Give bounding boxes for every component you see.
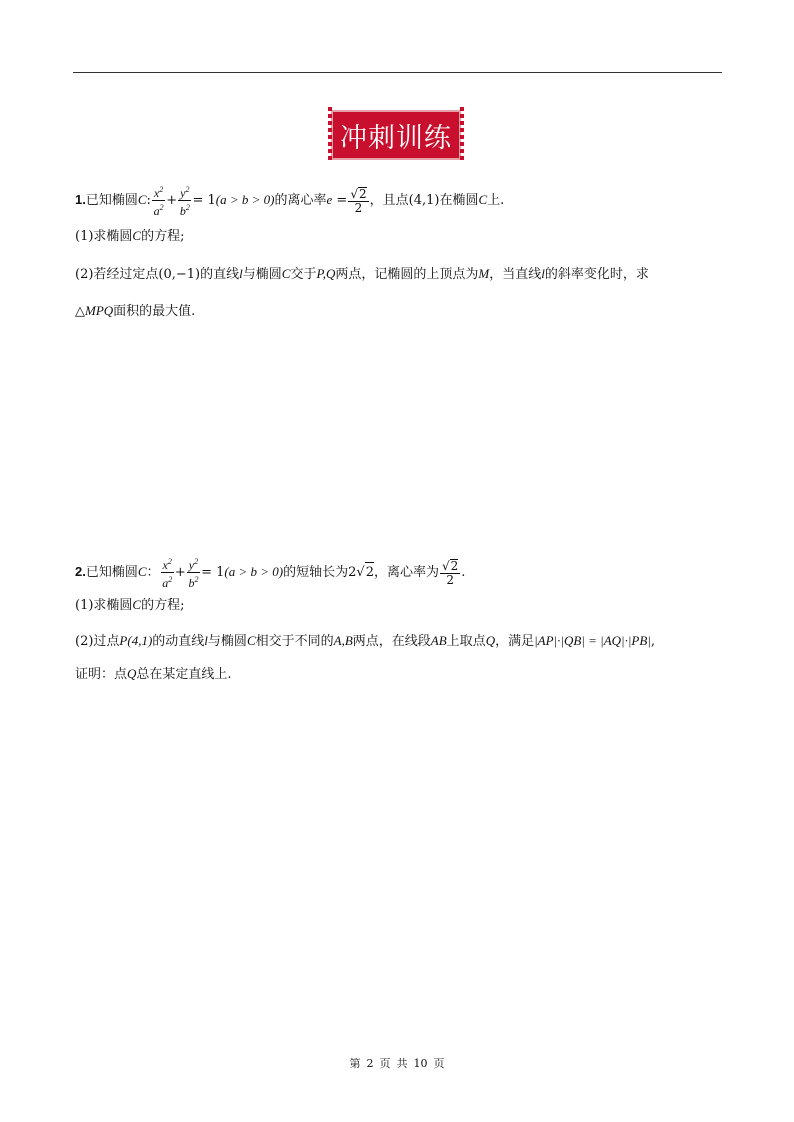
footer-d: 页 <box>433 1057 445 1070</box>
q2-stem: 2.已知椭圆C： $\frac{x^2}{a^2}$ + $\frac{y^2}{b^2}$ = 1(a > b > 0)的短轴长为2√2，离心率为 $\frac{√2}{2}$ . <box>75 557 466 590</box>
q1-p2c: 与椭圆 <box>242 267 282 282</box>
q1-condition: (a > b > 0) <box>215 192 275 207</box>
section-banner <box>331 110 461 160</box>
q2-p2b: 的动直线 <box>152 634 205 649</box>
q2-part1 <box>75 595 184 616</box>
q1-p2f: ，当直线 <box>489 267 542 282</box>
q1-part1-text: (1)求椭圆 <box>75 229 133 244</box>
q1-part1 <box>75 226 184 247</box>
q1-end: 上. <box>487 193 505 208</box>
var-ab-seg: AB <box>430 633 447 648</box>
var-c: C <box>281 266 291 281</box>
var-c: C <box>132 228 142 243</box>
q1-on-text: 在椭圆 <box>439 193 479 208</box>
frac-x2a2: $\frac{x^2}{a^2}$ <box>162 557 173 590</box>
q2-point-p: P(4,1) <box>119 633 153 648</box>
var-l: l <box>541 266 545 281</box>
var-pq: P,Q <box>316 266 336 281</box>
footer-c: 共 <box>396 1057 408 1070</box>
q2-p2f: 上取点 <box>446 634 486 649</box>
var-c: C <box>137 564 147 579</box>
q1-part1-end: 的方程; <box>141 229 185 244</box>
var-c: C <box>132 597 142 612</box>
var-l: l <box>204 633 208 648</box>
frac-x2a2: $\frac{x^2}{a^2}$ <box>153 185 164 218</box>
q2-p2c: 与椭圆 <box>207 634 247 649</box>
q1-p2a: (2)若经过定点 <box>75 267 159 282</box>
footer-b: 页 <box>379 1057 391 1070</box>
page-footer <box>0 1055 794 1071</box>
var-c: C <box>478 192 488 207</box>
q1-part2 <box>75 264 649 285</box>
q1-intro: 已知椭圆 <box>85 193 138 208</box>
q2-minor-val: 2 <box>348 565 357 580</box>
banner-title: 冲刺训练 <box>340 122 452 154</box>
q1-p2h: 面积的最大值. <box>113 304 196 319</box>
q2-part1-text: (1)求椭圆 <box>75 598 133 613</box>
frac-y2b2: $\frac{y^2}{b^2}$ <box>188 557 199 590</box>
q2-part1-end: 的方程; <box>141 598 185 613</box>
q1-ecc-text: 的离心率 <box>274 193 327 208</box>
frac-sqrt2-2: $\frac{√2}{2}$ <box>350 186 367 215</box>
var-c: C <box>246 633 256 648</box>
q2-part2: (2)过点P(4,1)的动直线l与椭圆C相交于不同的A,B两点，在线段AB上取点Q，满足|AP|·|QB| = |AQ|·|PB|, <box>75 633 656 649</box>
q2-ecc: ，离心率为 <box>373 565 439 580</box>
q2-condition: (a > b > 0) <box>224 564 284 579</box>
q1-point: (4,1) <box>408 193 440 208</box>
q2-p2i: 总在某定直线上. <box>136 667 232 682</box>
var-c: C <box>137 192 147 207</box>
q2-intro: 已知椭圆 <box>85 565 138 580</box>
var-e: e <box>326 192 333 207</box>
q2-minor: 的短轴长为 <box>283 565 349 580</box>
footer-page: 2 <box>366 1057 374 1070</box>
footer-total: 10 <box>413 1057 428 1070</box>
q1-p2d: 交于 <box>290 267 317 282</box>
q2-p2d: 相交于不同的 <box>255 634 334 649</box>
q1-stem: 1.已知椭圆C: $\frac{x^2}{a^2}$ + $\frac{y^2}{b^2}$ = 1(a > b > 0)的离心率e = $\frac{√2}{2}$ ，且点(4,1)在椭圆C上. <box>75 185 505 218</box>
var-l: l <box>239 266 243 281</box>
q1-p2g: 的斜率变化时，求 <box>544 267 649 282</box>
q2-number: 2. <box>75 564 86 579</box>
q1-point-text: ，且点 <box>369 193 409 208</box>
q1-p2b: 的直线 <box>200 267 240 282</box>
q1-triangle: △MPQ <box>75 303 114 318</box>
q1-p2-point: (0,−1) <box>158 267 201 282</box>
var-m: M <box>478 266 490 281</box>
q1-part2-cont <box>75 301 195 322</box>
q1-p2e: 两点，记椭圆的上顶点为 <box>335 267 479 282</box>
q2-p2e: 两点，在线段 <box>352 634 431 649</box>
q2-colon: ： <box>146 565 160 580</box>
q2-p2h: 证明：点 <box>75 667 128 682</box>
q2-p2g: ，满足 <box>495 634 535 649</box>
header-rule <box>73 72 722 73</box>
q2-p2a: (2)过点 <box>75 634 120 649</box>
footer-a: 第 <box>349 1057 361 1070</box>
q2-equation: |AP|·|QB| = |AQ|·|PB| <box>534 633 651 648</box>
var-q: Q <box>127 666 137 681</box>
var-ab: A,B <box>333 633 353 648</box>
q1-number: 1. <box>75 192 86 207</box>
q2-part2-cont <box>75 664 232 685</box>
frac-y2b2: $\frac{y^2}{b^2}$ <box>179 185 190 218</box>
frac-sqrt2-2: $\frac{√2}{2}$ <box>442 558 459 587</box>
var-q: Q <box>485 633 496 648</box>
